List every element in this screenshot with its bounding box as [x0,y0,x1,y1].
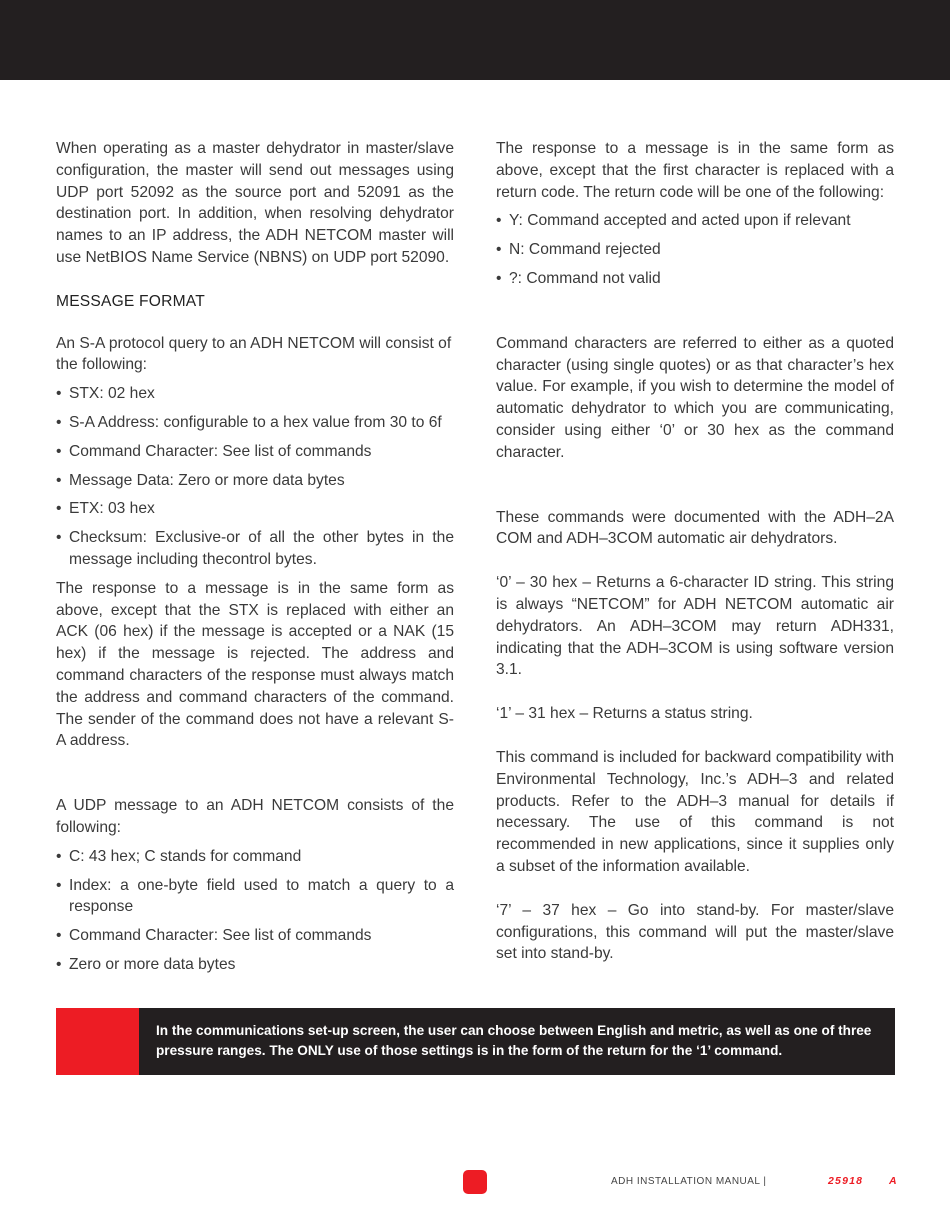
list-item: • N: Command rejected [496,239,894,261]
section-heading: MESSAGE FORMAT [56,292,205,310]
list-item: • Zero or more data bytes [56,954,454,976]
command-0-paragraph: ‘0’ – 30 hex – Returns a 6-character ID string. This string is always “NETCOM” for ADH NETCOM automatic air dehydrators. An ADH–3COM may return ADH331, indicating that the ADH–3COM is using software version 3.1. [496,574,894,679]
right-column [496,138,894,965]
note-accent-block [56,1008,139,1075]
list-item: • ?: Command not valid [496,268,894,290]
list-item: • Message Data: Zero or more data bytes [56,470,454,492]
sa-intro-paragraph: An S-A protocol query to an ADH NETCOM will consist of the following: [56,334,452,374]
list-item: • Command Character: See list of commands [56,925,454,947]
command-1-paragraph: ‘1’ – 31 hex – Returns a status string. [496,705,753,723]
udp-intro-paragraph: A UDP message to an ADH NETCOM consists of the following: [56,797,454,836]
sa-protocol-list [56,383,454,571]
manual-title: ADH INSTALLATION MANUAL | [611,1176,767,1187]
list-item: • S-A Address: configurable to a hex value from 30 to 6f [56,412,454,434]
intro-paragraph: When operating as a master dehydrator in master/slave configuration, the master will send out messages using UDP port 52092 as the source port and 52091 as the destination port. In addition, when resolving dehydrator names to an IP address, the ADH NETCOM master will use NetBIOS Name Service (NBNS) on UDP port 52090. [56,140,454,266]
note-callout [56,1008,895,1075]
page-badge [463,1170,487,1194]
footer [0,1170,950,1194]
list-item: • Index: a one-byte field used to match a query to a response [56,875,454,919]
response-paragraph: The response to a message is in the same form as above, except that the first character is replaced with a return code. The return code will be one of the following: [496,140,894,201]
list-item: • Checksum: Exclusive-or of all the other bytes in the message including thecontrol bytes. [56,527,454,571]
documented-paragraph: These commands were documented with the ADH–2A COM and ADH–3COM automatic air dehydrators. [496,508,894,548]
note-text: In the communications set-up screen, the user can choose between English and metric, as well as one of three pressure ranges. The ONLY use of those settings is in the form of the return for the ‘1’ command. [156,1023,872,1058]
command-characters-paragraph: Command characters are referred to either as a quoted character (using single quotes) or as that character’s hex value. For example, if you wish to determine the model of automatic dehydrator to which you are communicating, consider using either ‘0’ or 30 hex as the command character. [496,334,894,461]
command-7-paragraph: ‘7’ – 37 hex – Go into stand-by. For master/slave configurations, this command will put the master/slave set into stand-by. [496,901,894,963]
list-item: • ETX: 03 hex [56,498,454,520]
compatibility-paragraph: This command is included for backward compatibility with Environmental Technology, Inc.’s ADH–3 and related products. Refer to the ADH–3 manual for details if necessary. The use of this command is not recommended in new applications, since it supplies only a subset of the information available. [496,748,894,875]
left-column [56,138,454,976]
list-item: • Y: Command accepted and acted upon if relevant [496,210,894,232]
list-item: • C: 43 hex; C stands for command [56,846,454,868]
sa-response-paragraph: The response to a message is in the same form as above, except that the STX is replaced with either an ACK (06 hex) if the message is accepted or a NAK (15 hex) if the message is rejected. The address and command characters of the response must always match the address and command characters of the command. The sender of the command does not have a relevant S-A address. [56,579,454,750]
header-bar [0,0,950,80]
return-code-list [496,210,894,289]
list-item: • STX: 02 hex [56,383,454,405]
list-item: • Command Character: See list of commands [56,441,454,463]
document-number: 25918 [828,1175,864,1187]
revision-label: A [889,1175,897,1187]
udp-message-list [56,846,454,976]
